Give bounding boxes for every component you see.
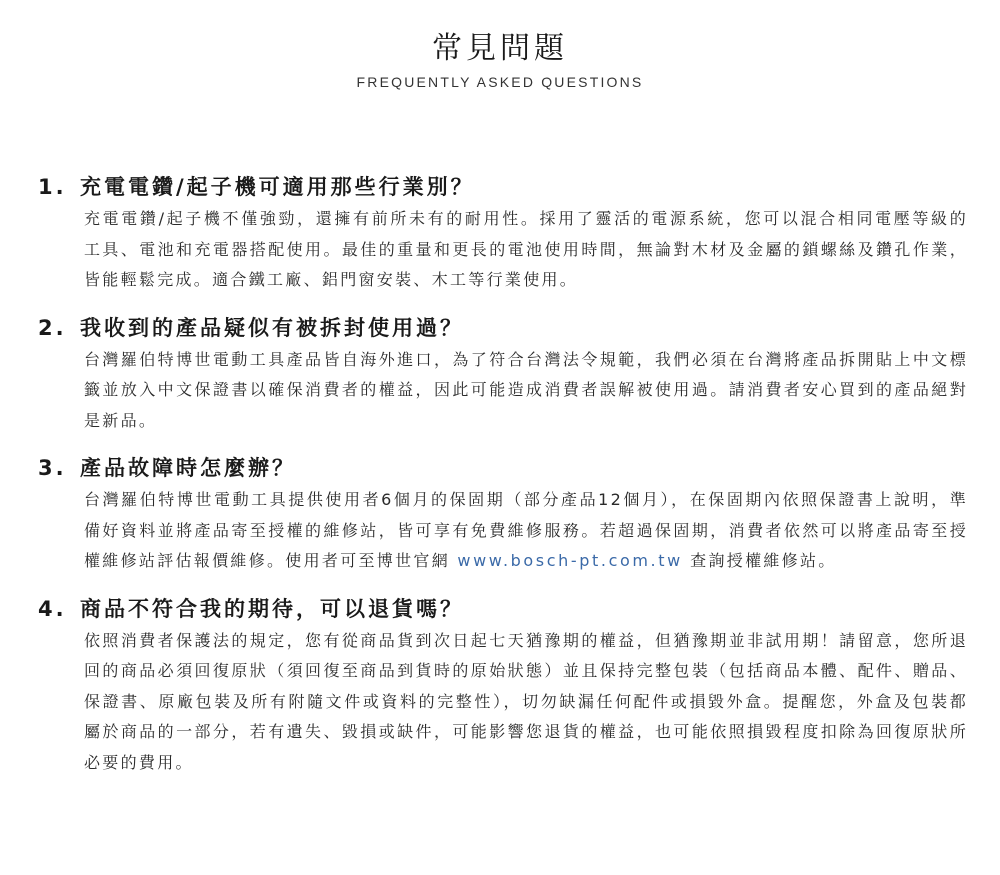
faq-item-1 — [38, 170, 968, 296]
faq-question-3 — [38, 451, 968, 485]
faq-question-text: 充電電鑽/起子機可適用那些行業別？ — [80, 175, 475, 199]
faq-question-text: 我收到的產品疑似有被拆封使用過？ — [80, 315, 464, 340]
faq-number: 3. — [38, 456, 67, 480]
faq-question-text: 商品不符合我的期待，可以退貨嗎？ — [80, 596, 464, 621]
faq-number: 2. — [38, 315, 67, 340]
faq-number: 1. — [38, 175, 67, 199]
faq-question-1 — [38, 170, 968, 204]
faq-item-2 — [38, 311, 968, 437]
faq-answer-2: 台灣羅伯特博世電動工具產品皆自海外進口，為了符合台灣法令規範，我們必須在台灣將產品拆開貼上中文標籤並放入中文保證書以確保消費者的權益，因此可能造成消費者誤解被使用過。請消費者安心買到的產品絕對是新品。 — [84, 349, 968, 430]
page-header — [0, 28, 1000, 90]
faq-list — [38, 170, 968, 793]
bosch-website-link[interactable]: www.bosch-pt.com.tw — [457, 551, 683, 570]
page-title: 常見問題 — [432, 31, 568, 66]
faq-question-2 — [38, 311, 968, 345]
faq-item-4 — [38, 592, 968, 779]
faq-item-3 — [38, 451, 968, 577]
faq-answer-1: 充電電鑽/起子機不僅強勁，還擁有前所未有的耐用性。採用了靈活的電源系統，您可以混合相同電壓等級的工具、電池和充電器搭配使用。最佳的重量和更長的電池使用時間，無論對木材及金屬的鎖螺絲及鑽孔作業，皆能輕鬆完成。適合鐵工廠、鋁門窗安裝、木工等行業使用。 — [84, 209, 968, 289]
faq-answer-3 — [84, 485, 968, 577]
faq-answer-text: 查詢授權維修站。 — [682, 551, 837, 570]
page-subtitle: FREQUENTLY ASKED QUESTIONS — [356, 74, 644, 90]
faq-answer-text: 台灣羅伯特博世電動工具提供使用者6個月的保固期（部分產品12個月），在保固期內依照保證書上說明，準備好資料並將產品寄至授權的維修站，皆可享有免費維修服務。若超過保固期，消費者依然可以將產品寄至授權維修站評估報價維修。使用者可至博世官網 — [84, 490, 968, 570]
faq-answer-4: 依照消費者保護法的規定，您有從商品貨到次日起七天猶豫期的權益，但猶豫期並非試用期！請留意，您所退回的商品必須回復原狀（須回復至商品到貨時的原始狀態）並且保持完整包裝（包括商品本體、配件、贈品、保證書、原廠包裝及所有附隨文件或資料的完整性），切勿缺漏任何配件或損毀外盒。提醒您，外盒及包裝都屬於商品的一部分，若有遺失、毀損或缺件，可能影響您退貨的權益，也可能依照損毀程度扣除為回復原狀所必要的費用。 — [84, 630, 968, 772]
faq-question-text: 產品故障時怎麼辦？ — [80, 456, 296, 480]
faq-question-4 — [38, 592, 968, 626]
faq-number: 4. — [38, 596, 67, 621]
